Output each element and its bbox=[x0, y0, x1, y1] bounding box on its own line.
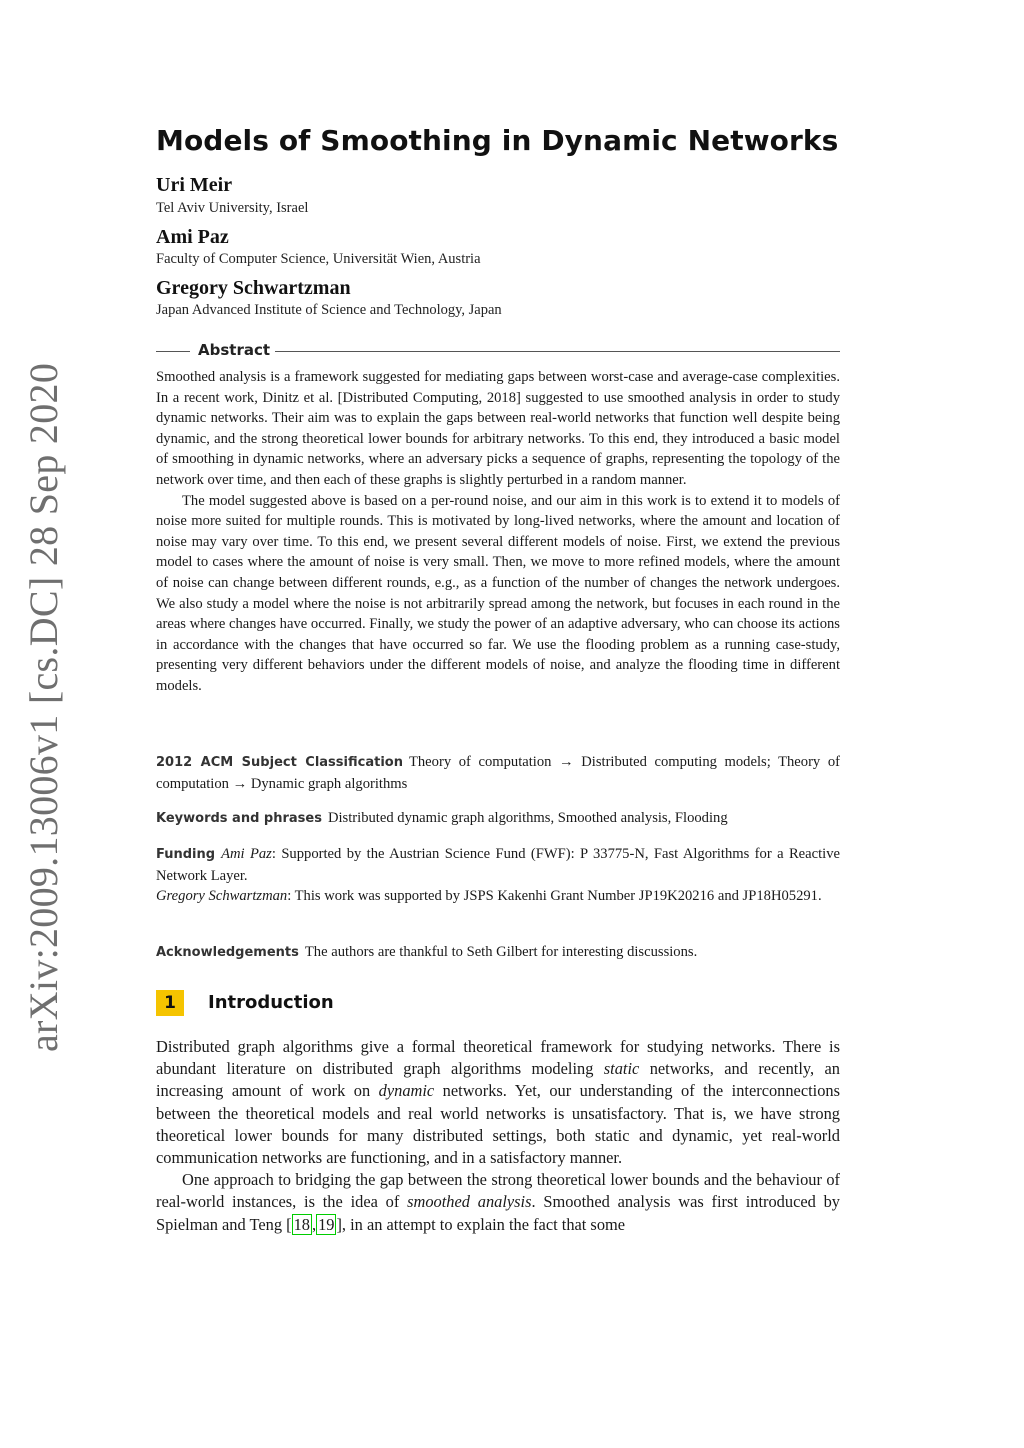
acknowledgements bbox=[156, 942, 840, 964]
abstract-label: Abstract bbox=[198, 341, 271, 359]
intro-paragraph bbox=[156, 1169, 840, 1236]
author-name: Uri Meir bbox=[156, 174, 233, 196]
text-run: networks, and recently, an increasing amount of work on bbox=[156, 1059, 840, 1101]
intro-body bbox=[156, 1036, 840, 1236]
abstract-heading bbox=[156, 341, 840, 361]
text-run: ], in an attempt to explain the fact that some bbox=[336, 1214, 626, 1234]
text-run: , bbox=[311, 1214, 317, 1234]
text-run: One approach to bridging the gap between the strong theoretical lower bounds and the behaviour of real-world instances, is the idea of bbox=[156, 1170, 840, 1212]
acknowledgements-text: The authors are thankful to Seth Gilbert for interesting discussions. bbox=[304, 944, 698, 960]
author-affiliation: Japan Advanced Institute of Science and Technology, Japan bbox=[156, 302, 502, 318]
citation-link[interactable]: 18 bbox=[293, 1214, 310, 1234]
text-run: Distributed graph algorithms give a formal theoretical framework for studying networks. There is abundant literature on distributed graph algorithms modeling bbox=[156, 1037, 840, 1079]
paper-title: Models of Smoothing in Dynamic Networks bbox=[156, 124, 839, 157]
funding-name: Gregory Schwartzman bbox=[156, 888, 288, 905]
funding-label: Funding bbox=[156, 847, 216, 862]
emphasis: static bbox=[603, 1059, 640, 1079]
keywords-label: Keywords and phrases bbox=[156, 811, 322, 826]
author-affiliation: Faculty of Computer Science, Universität Wien, Austria bbox=[156, 251, 481, 267]
author-name: Gregory Schwartzman bbox=[156, 277, 351, 299]
arxiv-stamp: arXiv:2009.13006v1 [cs.DC] 28 Sep 2020 bbox=[21, 362, 66, 1052]
author-name: Ami Paz bbox=[156, 226, 229, 248]
citation-link[interactable]: 19 bbox=[318, 1214, 335, 1234]
funding bbox=[156, 844, 840, 907]
divider bbox=[275, 351, 840, 352]
text-run: . Smoothed analysis was first introduced by Spielman and Teng [ bbox=[156, 1192, 841, 1234]
keywords-text: Distributed dynamic graph algorithms, Smoothed analysis, Flooding bbox=[327, 810, 728, 826]
funding-text: : This work was supported by JSPS Kakenhi Grant Number JP19K20216 and JP18H05291. bbox=[287, 888, 822, 905]
emphasis: dynamic bbox=[378, 1081, 435, 1101]
acm-label: 2012 ACM Subject Classification bbox=[156, 755, 403, 770]
section-title: Introduction bbox=[208, 992, 334, 1013]
funding-text: : Supported by the Austrian Science Fund (FWF): P 33775-N, Fast Algorithms for a Reactive Network Layer. bbox=[156, 846, 840, 884]
acknowledgements-label: Acknowledgements bbox=[156, 945, 299, 960]
intro-paragraph bbox=[156, 1036, 840, 1169]
acm-text: Theory of computation → Distributed computing models; Theory of computation → Dynamic graph algorithms bbox=[156, 754, 840, 792]
abstract-paragraph: The model suggested above is based on a per-round noise, and our aim in this work is to extend it to models of noise more suited for multiple rounds. This is motivated by long-lived networks, where the amount and location of noise may vary over time. To this end, we present several different models of noise. First, we extend the previous model to cases where the amount of noise is very small. Then, we move to more refined models, where the amount of noise can change between different rounds, e.g., as a function of the number of changes the network undergoes. We also study a model where the noise is not arbitrarily spread among the network, but focuses in each round in the areas where changes have occurred. Finally, we study the power of an adaptive adversary, who can choose its actions in accordance with the changes that have occurred so far. We use the flooding problem as a running case-study, presenting very different behaviors under the different models of noise, and analyze the flooding time in different models. bbox=[156, 492, 840, 694]
author-affiliation: Tel Aviv University, Israel bbox=[156, 200, 309, 216]
acm-classification bbox=[156, 752, 840, 794]
section-number: 1 bbox=[156, 990, 184, 1016]
keywords bbox=[156, 808, 840, 830]
emphasis: smoothed analysis bbox=[407, 1192, 532, 1212]
abstract-body bbox=[156, 367, 840, 697]
abstract-paragraph: Smoothed analysis is a framework suggested for mediating gaps between worst-case and average-case complexities. In a recent work, Dinitz et al. [Distributed Computing, 2018] suggested to use smoothed analysis in order to study dynamic networks. Their aim was to explain the gaps between real-world networks that function well despite being dynamic, and the strong theoretical lower bounds for arbitrary networks. To this end, they introduced a basic model of smoothing in dynamic networks, where an adversary picks a sequence of graphs, representing the topology of the network over time, and then each of these graphs is slightly perturbed in a random manner. bbox=[156, 369, 840, 488]
text-run: networks. Yet, our understanding of the interconnections between the theoretical models and real world networks is unsatisfactory. That is, we have strong theoretical lower bounds for many distributed settings, both static and dynamic, yet real-world communication networks are functioning, and in a satisfactory manner. bbox=[156, 1081, 840, 1168]
funding-name: Ami Paz bbox=[221, 846, 272, 862]
divider bbox=[156, 351, 190, 352]
